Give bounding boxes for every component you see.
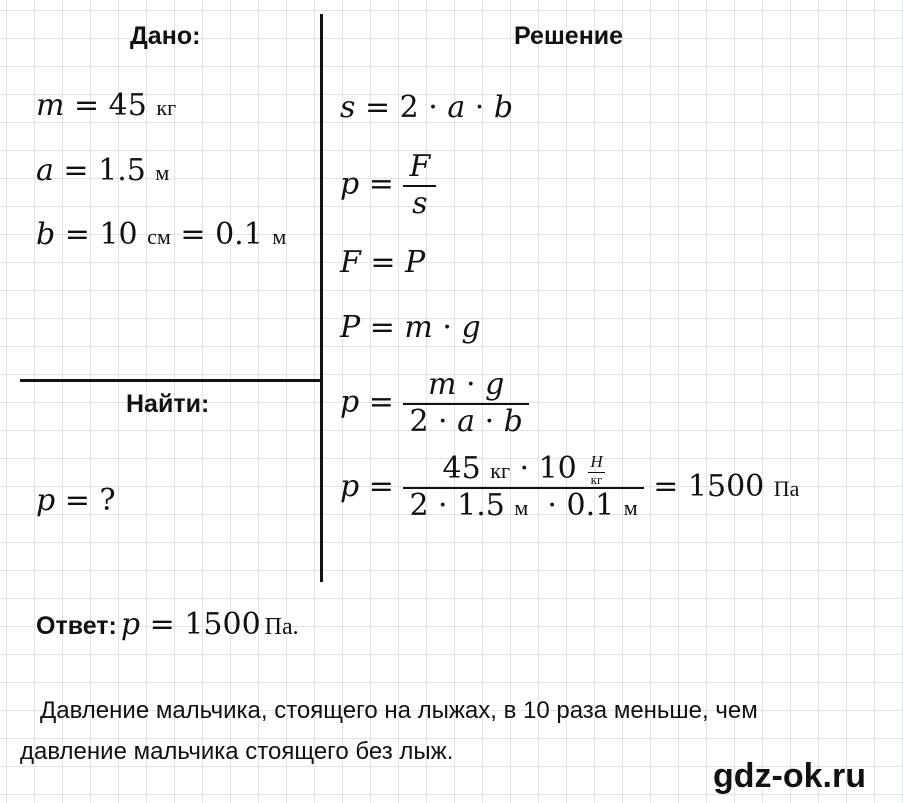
answer-value: 1500 <box>184 607 261 642</box>
formula-numeric: p = 45 кг · 10 Н кг 2 · 1.5 м · 0.1 м = 1500 Па <box>340 451 800 523</box>
horizontal-divider <box>20 379 322 382</box>
g-unit-top: Н <box>590 452 603 472</box>
den-a-value: 1.5 <box>457 488 505 523</box>
den-b-value: 0.1 <box>566 488 615 523</box>
b-unit: см <box>147 224 171 249</box>
a-value: 1.5 <box>98 153 146 188</box>
b-value: 10 <box>99 217 138 252</box>
answer-unit: Па. <box>264 614 299 640</box>
question-mark: ? <box>99 483 116 518</box>
num-mass-value: 45 <box>442 451 481 486</box>
mass-unit: кг <box>156 95 177 120</box>
solution-header: Решение <box>514 22 624 50</box>
a-unit: м <box>155 160 170 185</box>
result-unit: Па <box>773 475 800 501</box>
num-mass-unit: кг <box>490 458 510 483</box>
answer-line: Ответ: p = 1500 Па. <box>36 607 299 642</box>
formula-force-weight: F = P <box>340 245 426 280</box>
fraction-f-over-s: $\frac{F}{s}$ <box>403 150 436 221</box>
formula-pressure-expanded: p = $\frac{m \cdot g}{2 \cdot a \cdot b}$ <box>340 368 529 439</box>
conclusion-line-1: Давление мальчика, стоящего на лыжах, в 10 раза меньше, чем <box>40 697 758 724</box>
b-value-si: 0.1 <box>215 217 263 252</box>
mass-value: 45 <box>108 88 147 123</box>
given-mass: m = 45 кг <box>36 88 177 123</box>
find-pressure: p = ? <box>36 483 116 518</box>
g-unit-bottom: кг <box>590 471 603 487</box>
formula-area: s = 2 · a · b <box>340 90 514 125</box>
g-unit-fraction <box>588 453 604 487</box>
given-header: Дано: <box>130 22 201 50</box>
num-g-value: 10 <box>538 451 577 486</box>
den-b-unit: м <box>623 495 638 520</box>
answer-label: Ответ: <box>36 612 117 640</box>
watermark-logo: gdz-ok.ru <box>713 757 866 795</box>
conclusion-line-2: давление мальчика стоящего без лыж. <box>20 738 454 765</box>
fraction-mg-over-2ab: $\frac{m \cdot g}{2 \cdot a \cdot b}$ <box>403 368 528 439</box>
fraction-numeric: 45 кг · 10 Н кг 2 · 1.5 м · 0.1 м <box>403 452 643 524</box>
given-length-a: a = 1.5 м <box>36 153 170 188</box>
formula-weight: P = m · g <box>340 310 481 345</box>
given-width-b: b = 10 см = 0.1 м <box>36 217 287 252</box>
b-unit-si: м <box>272 224 287 249</box>
vertical-divider <box>320 14 323 582</box>
formula-pressure: p = $\frac{F}{s}$ <box>340 150 436 221</box>
result-value: 1500 <box>687 468 765 504</box>
den-a-unit: м <box>514 495 529 520</box>
find-header: Найти: <box>126 390 210 418</box>
